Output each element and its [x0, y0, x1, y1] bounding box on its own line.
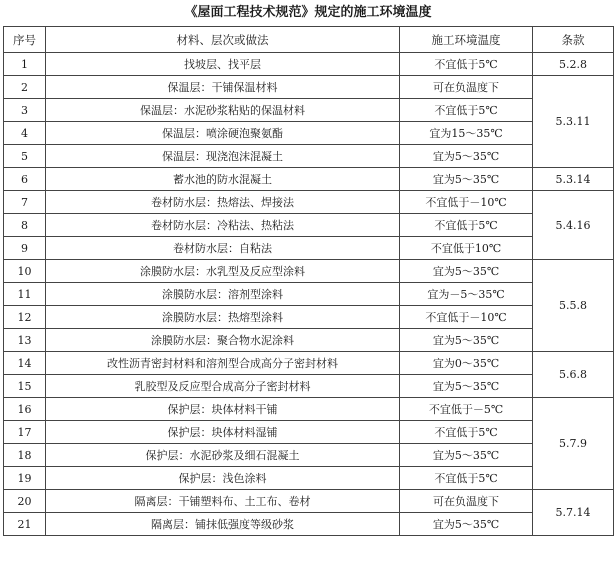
- row-material: 保温层：喷涂硬泡聚氨酯: [46, 122, 400, 145]
- row-temperature: 宜为－5～35℃: [400, 283, 533, 306]
- row-material: 保温层：现浇泡沫混凝土: [46, 145, 400, 168]
- row-temperature: 宜为0～35℃: [400, 352, 533, 375]
- row-index: 9: [4, 237, 46, 260]
- row-index: 16: [4, 398, 46, 421]
- table-row: [4, 283, 614, 306]
- row-material: 卷材防水层：热熔法、焊接法: [46, 191, 400, 214]
- row-temperature: 宜为5～35℃: [400, 168, 533, 191]
- table-row: [4, 122, 614, 145]
- row-clause: 5.5.8: [533, 260, 614, 352]
- row-index: 8: [4, 214, 46, 237]
- row-index: 14: [4, 352, 46, 375]
- row-clause: 5.7.9: [533, 398, 614, 490]
- row-index: 3: [4, 99, 46, 122]
- row-material: 保护层：水泥砂浆及细石混凝土: [46, 444, 400, 467]
- table-row: [4, 329, 614, 352]
- row-material: 涂膜防水层：聚合物水泥涂料: [46, 329, 400, 352]
- row-index: 6: [4, 168, 46, 191]
- row-index: 21: [4, 513, 46, 536]
- header-material: 材料、层次或做法: [46, 27, 400, 53]
- row-material: 找坡层、找平层: [46, 53, 400, 76]
- row-index: 20: [4, 490, 46, 513]
- row-material: 卷材防水层：冷粘法、热粘法: [46, 214, 400, 237]
- table-row: [4, 260, 614, 283]
- row-material: 保温层：水泥砂浆粘贴的保温材料: [46, 99, 400, 122]
- row-index: 2: [4, 76, 46, 99]
- row-material: 隔离层：铺抹低强度等级砂浆: [46, 513, 400, 536]
- row-clause: 5.4.16: [533, 191, 614, 260]
- table-row: [4, 306, 614, 329]
- table-row: [4, 191, 614, 214]
- row-material: 乳胶型及反应型合成高分子密封材料: [46, 375, 400, 398]
- table-row: [4, 398, 614, 421]
- row-material: 蓄水池的防水混凝土: [46, 168, 400, 191]
- table-title: 《屋面工程技术规范》规定的施工环境温度: [184, 5, 432, 20]
- table-row: [4, 237, 614, 260]
- row-material: 涂膜防水层：溶剂型涂料: [46, 283, 400, 306]
- row-clause: 5.3.11: [533, 76, 614, 168]
- table-row: [4, 352, 614, 375]
- row-index: 5: [4, 145, 46, 168]
- row-clause: 5.7.14: [533, 490, 614, 536]
- row-material: 保护层：浅色涂料: [46, 467, 400, 490]
- row-index: 4: [4, 122, 46, 145]
- row-temperature: 不宜低于5℃: [400, 421, 533, 444]
- row-material: 保护层：块体材料干铺: [46, 398, 400, 421]
- table-row: [4, 375, 614, 398]
- row-temperature: 不宜低于－5℃: [400, 398, 533, 421]
- row-index: 15: [4, 375, 46, 398]
- row-material: 隔离层：干铺塑料布、土工布、卷材: [46, 490, 400, 513]
- row-temperature: 可在负温度下: [400, 76, 533, 99]
- row-index: 18: [4, 444, 46, 467]
- row-index: 10: [4, 260, 46, 283]
- table-row: [4, 76, 614, 99]
- row-temperature: 宜为5～35℃: [400, 329, 533, 352]
- row-index: 12: [4, 306, 46, 329]
- row-index: 11: [4, 283, 46, 306]
- row-temperature: 宜为5～35℃: [400, 145, 533, 168]
- row-material: 涂膜防水层：水乳型及反应型涂料: [46, 260, 400, 283]
- row-index: 17: [4, 421, 46, 444]
- table-row: [4, 513, 614, 536]
- header-clause: 条款: [533, 27, 614, 53]
- row-temperature: 宜为15～35℃: [400, 122, 533, 145]
- row-clause: 5.6.8: [533, 352, 614, 398]
- row-material: 保温层：干铺保温材料: [46, 76, 400, 99]
- row-clause: 5.3.14: [533, 168, 614, 191]
- row-temperature: 宜为5～35℃: [400, 513, 533, 536]
- table-row: [4, 168, 614, 191]
- table-row: [4, 490, 614, 513]
- table-row: [4, 444, 614, 467]
- row-temperature: 不宜低于5℃: [400, 214, 533, 237]
- row-index: 13: [4, 329, 46, 352]
- header-index: 序号: [4, 27, 46, 53]
- row-clause: 5.2.8: [533, 53, 614, 76]
- row-index: 19: [4, 467, 46, 490]
- row-material: 保护层：块体材料湿铺: [46, 421, 400, 444]
- row-index: 1: [4, 53, 46, 76]
- header-temperature: 施工环境温度: [400, 27, 533, 53]
- row-temperature: 宜为5～35℃: [400, 260, 533, 283]
- row-material: 改性沥青密封材料和溶剂型合成高分子密封材料: [46, 352, 400, 375]
- row-temperature: 不宜低于5℃: [400, 467, 533, 490]
- table-row: [4, 421, 614, 444]
- construction-temperature-table: [3, 26, 614, 536]
- row-index: 7: [4, 191, 46, 214]
- row-temperature: 不宜低于－10℃: [400, 306, 533, 329]
- table-row: [4, 99, 614, 122]
- row-temperature: 可在负温度下: [400, 490, 533, 513]
- row-temperature: 宜为5～35℃: [400, 444, 533, 467]
- table-row: [4, 467, 614, 490]
- row-temperature: 宜为5～35℃: [400, 375, 533, 398]
- row-material: 涂膜防水层：热熔型涂料: [46, 306, 400, 329]
- header-row: [4, 27, 614, 53]
- table-row: [4, 145, 614, 168]
- row-temperature: 不宜低于10℃: [400, 237, 533, 260]
- table-row: [4, 53, 614, 76]
- table-row: [4, 214, 614, 237]
- row-temperature: 不宜低于5℃: [400, 53, 533, 76]
- row-material: 卷材防水层：自粘法: [46, 237, 400, 260]
- row-temperature: 不宜低于5℃: [400, 99, 533, 122]
- row-temperature: 不宜低于－10℃: [400, 191, 533, 214]
